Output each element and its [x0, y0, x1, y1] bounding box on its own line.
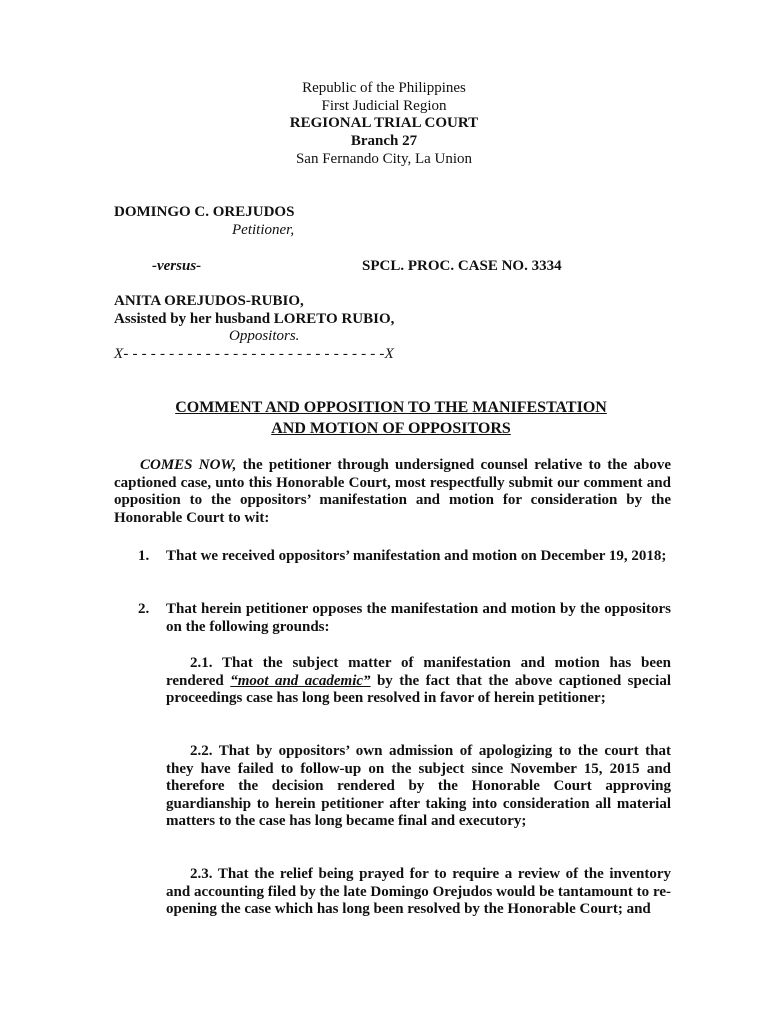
- item-2-number: 2.: [138, 601, 150, 617]
- header-region: First Judicial Region: [321, 98, 447, 114]
- moot-and-academic-emphasis: “moot and academic”: [230, 672, 371, 689]
- item-2-text: That herein petitioner opposes the manifestation and motion by the oppositors on the following grounds:: [166, 601, 671, 635]
- oppositor-role: Oppositors.: [229, 328, 300, 344]
- petitioner-name: DOMINGO C. OREJUDOS: [114, 204, 295, 220]
- document-title-line2: AND MOTION OF OPPOSITORS: [271, 420, 511, 437]
- comes-now-lead: COMES NOW,: [140, 457, 237, 473]
- caption-separator: X- - - - - - - - - - - - - - - - - - - - - - - - - - - - -X: [114, 346, 394, 362]
- intro-text: the petitioner through undersigned counsel relative to the above captioned case, unto this Honorable Court, most respectfully submit our comment and opposition to the oppositors’ manifestation and motion for consideration by the Honorable Court to wit:: [114, 457, 671, 526]
- subitem-2-1: [166, 655, 671, 708]
- assisted-by: Assisted by her husband LORETO RUBIO,: [114, 311, 395, 327]
- header-republic: Republic of the Philippines: [302, 80, 466, 96]
- document-title-line1: COMMENT AND OPPOSITION TO THE MANIFESTATION: [175, 399, 607, 416]
- header-court: REGIONAL TRIAL COURT: [289, 115, 479, 131]
- item-1-text: That we received oppositors’ manifestation and motion on December 19, 2018;: [166, 548, 667, 564]
- header-city: San Fernando City, La Union: [295, 151, 473, 167]
- intro-paragraph: [114, 457, 671, 527]
- case-number: SPCL. PROC. CASE NO. 3334: [362, 258, 562, 274]
- petitioner-role: Petitioner,: [232, 222, 295, 238]
- item-1-number: 1.: [138, 548, 150, 564]
- subitem-2-2: 2.2. That by oppositors’ own admission of apologizing to the court that they have failed to follow-up on the subject since November 15, 2015 and therefore the decision rendered by the Honorable Court approving guardianship to herein petitioner after taking into consideration all material matters to the case has long became final and executory;: [166, 743, 671, 829]
- subitem-2-1-text-a: 2.1. That the subject matter of manifestation and motion has been rendered: [166, 655, 671, 689]
- oppositor-name: ANITA OREJUDOS-RUBIO,: [114, 293, 304, 309]
- versus-label: -versus-: [152, 258, 202, 274]
- subitem-2-3: 2.3. That the relief being prayed for to require a review of the inventory and accounting filed by the late Domingo Orejudos would be tantamount to re-opening the case which has long been resolved by the Honorable Court; and: [166, 866, 671, 917]
- header-branch: Branch 27: [350, 133, 418, 149]
- subitem-2-1-text-b: by the fact that the above captioned special proceedings case has long been resolved in favor of herein petitioner;: [166, 672, 671, 706]
